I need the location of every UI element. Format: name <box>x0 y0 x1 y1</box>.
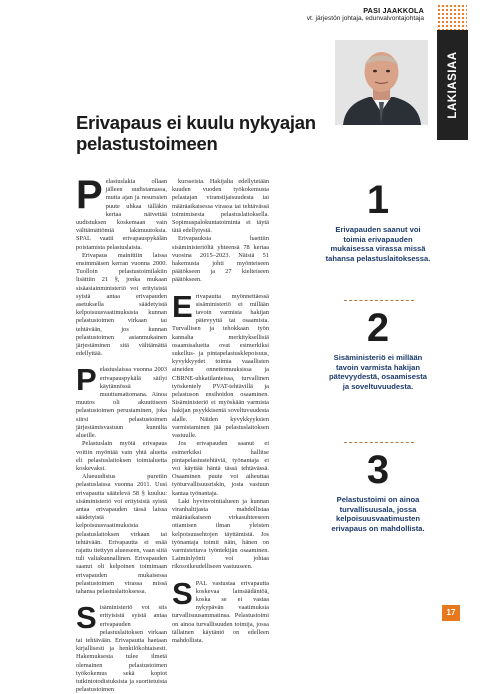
paragraph-text: PAL vastustaa erivapautta koskevaa lainsäädäntöä, koska se ei vastaa nykypävän vaatimuksia turvallisuusammatinsa. Pelastustoimi on ainoa turvallisuuden toimija, jossa tällainen käytäntö on edelleen mahdollista. <box>172 579 269 644</box>
article-title: Erivapaus ei kuulu nykyajan pelastustoimeen <box>76 112 316 154</box>
fact-divider <box>344 442 414 443</box>
author-portrait <box>335 40 428 125</box>
fact-text: Erivapauden saanut voi toimia erivapauden mukaisessa virassa missä tahansa pelastuslaitoksessa. <box>325 225 431 263</box>
author-role: vt. järjestön johtaja, edunvalvontajohtaja <box>306 15 424 22</box>
decorative-dot-pattern <box>437 4 467 30</box>
fact-text: Sisäministeriö ei millään tavoin varmista hakijan pätevyydestä, osaamisesta ja soveltuvuudesta. <box>329 353 427 391</box>
fact-number: 2 <box>366 306 390 350</box>
fact-text: Pelastustoimi on ainoa turvallisuusala, jossa kelpoisuusvaatimusten erivapaus on mahdollista. <box>331 495 425 533</box>
paragraph-text: Alueuudistus puretiin pelastuslaissa vuonna 2011. Uusi erivapautta säätelevä 58 § kuuluu: sisäministeriö voi erityisistä syistä antaa erivapauden tässä laissa säädetyistä kelpoisuusvaatimuksista pelastuslaitoksen virkaan tai tehtävään. Erivapautta ei enää rajattu tiettyyn alueeseen, vaan siitä tuli valtakunnallinen. Erivapauden saanut oli kelpoinen toimimaan erivapauden mukaisessa pelastustoimen virassa missä tahansa pelastuslaitoksessa. <box>76 473 167 595</box>
drop-cap: P <box>76 362 97 398</box>
paragraph-text: Laki hyvinvointialueen ja kunnan viranhaltijasta mahdollistaa määräaikaiseen virkasuhteeseen ottamisen ilman yleisten kelpoisuusehtojen täyttämistä. Jos työnantaja toimii näin, hänen on varmistettava työntekijän osaaminen. Laiminlyönti voi johtaa rikosoikeudelliseen vastuuseen. <box>172 497 269 571</box>
fact-number: 3 <box>366 448 390 492</box>
section-tab-label: LAKIASIAA <box>446 51 459 119</box>
fact-number: 1 <box>366 178 390 222</box>
paragraph-text: isäministeriö voi siis erityisistä syistä antaa erivapauden pelastuslaitoksen virkaan tai tehtävään. Erivapautta haetaan kirjallisesti ja henkilökohtaisesti. Hakemuksesta tulee ilmetä olemainen pelastustoimen työkokemus sekä kopiot tutkintotodistuksista ja suoritetuista pelastustoimen <box>76 604 167 694</box>
paragraph-text: elastuslakia ollaan jälleen uudistamassa, mutta ajan ja resurssien puute uhkaa tälläkin kertaa näivettää uudistuksen koskemaan vain välttämättömiä lakimuutoksia. SPAL vaatii erivapauspykälän poistamista pelastuslaista. <box>76 178 167 251</box>
fact-1 <box>325 180 431 263</box>
article-paragraph <box>76 252 167 359</box>
article-paragraph <box>172 235 269 284</box>
drop-cap: S <box>76 600 97 636</box>
article-paragraph <box>172 288 269 441</box>
article-column-2 <box>172 178 269 645</box>
fact-2 <box>325 308 431 391</box>
article-paragraph <box>76 440 167 473</box>
article-paragraph <box>76 173 167 252</box>
paragraph-text: elastuslaissa vuonna 2003 erivapauspykälä säilyi käytännössä muuttumattomana. Ainoa muutos oli akuuttiseen pelastustoimen perustaminen, joka siirsi pelastustoimen järjestämisvastuun kunnilta alueille. <box>76 366 167 440</box>
author-name: PASI JAAKKOLA <box>363 6 424 15</box>
paragraph-text: Jos erivapauden saanut ei esimerkiksi hallitse pintapelastustehtäviä, työnantaja ei voi käyttää häntä tässä tehtävässä. Osaaminen puute voi aiheuttaa työturvallisuusriskin, josta vastuun kantaa työnantaja. <box>172 440 269 497</box>
article-paragraph <box>172 575 269 646</box>
article-paragraph <box>76 600 167 694</box>
drop-cap: E <box>172 288 193 324</box>
paragraph-text: kursseista. Hakijalta edellytetään kuuden vuoden työkokemusta pelastajan viranstijaisuudesta tai määräaikaisessa virassa tai tehtävässä toimimisesta pelastuslaitoksella. Sopimuspalokuntatoiminta ei täytä tätä edellytystä. <box>172 178 269 235</box>
drop-cap: P <box>76 173 103 217</box>
paragraph-text: Erivapauksia haettiin sisäministeriöltä yhteensä 78 kertaa vuosina 2015–2023. Näistä 51 hakemusta johti myönteiseen päätökseen ja 27 kielteiseen päätökseen. <box>172 235 269 284</box>
section-tab <box>437 30 468 140</box>
author-byline <box>307 6 424 23</box>
article-column-1 <box>76 173 167 694</box>
article-paragraph <box>76 362 167 440</box>
paragraph-text: rivapautta myönnettäessä sisäministeriö ei millään tavoin varmista hakijan pätevyyttä tai osaamista. Turvallisen ja tehokkaan työn kannalta merkityksellisiä osaamisalueita ovat esimerkiksi sukellus- ja pintapelastusklepoisuus, kyvykkyydet toimia vaaallisten aineiden onnettomuuksissa ja CBRNE-uhkatilanteissa, turvallinen työskentely PVAT-tehtävillä ja pelastuson ensihoidon osaaminen. Sisäministeriö ei myöskään varmista hakijan psyykkisentä soveltuvuudesta alalle. Näiden kyvykkyyksien varmistaminen jää pelastuslaitoksen vastuulle. <box>172 292 269 440</box>
page-number: 17 <box>442 605 460 621</box>
paragraph-text: Erivapaus mainittiin laissa ensimmäisen kerran vuonna 2000. Tuolloin pelastustoimilakiin lisättiin 21 §, jonka mukaan sisäasiainministeriö voi erityisistä syistä antaa erivapauden asetuksella säädetyistä kelpoisuusvaatimuksista kunnan pelastustoimen virkaan tai tehtävään, jos kunnan pelastustoimen asianmukainen järjestäminen sitä välttämättä edellyttää. <box>76 251 167 358</box>
article-paragraph <box>76 473 167 596</box>
article-paragraph <box>172 498 269 572</box>
article-paragraph <box>172 440 269 497</box>
fact-divider <box>344 300 414 301</box>
drop-cap: S <box>172 575 193 611</box>
fact-3 <box>325 450 431 533</box>
article-paragraph <box>172 178 269 235</box>
paragraph-text: Pelastuslain myötä erivapaus voitiin myöntää vain yhtä aluetta eli pelastuslaitoksen toimialuetta koskevaksi. <box>76 440 167 472</box>
